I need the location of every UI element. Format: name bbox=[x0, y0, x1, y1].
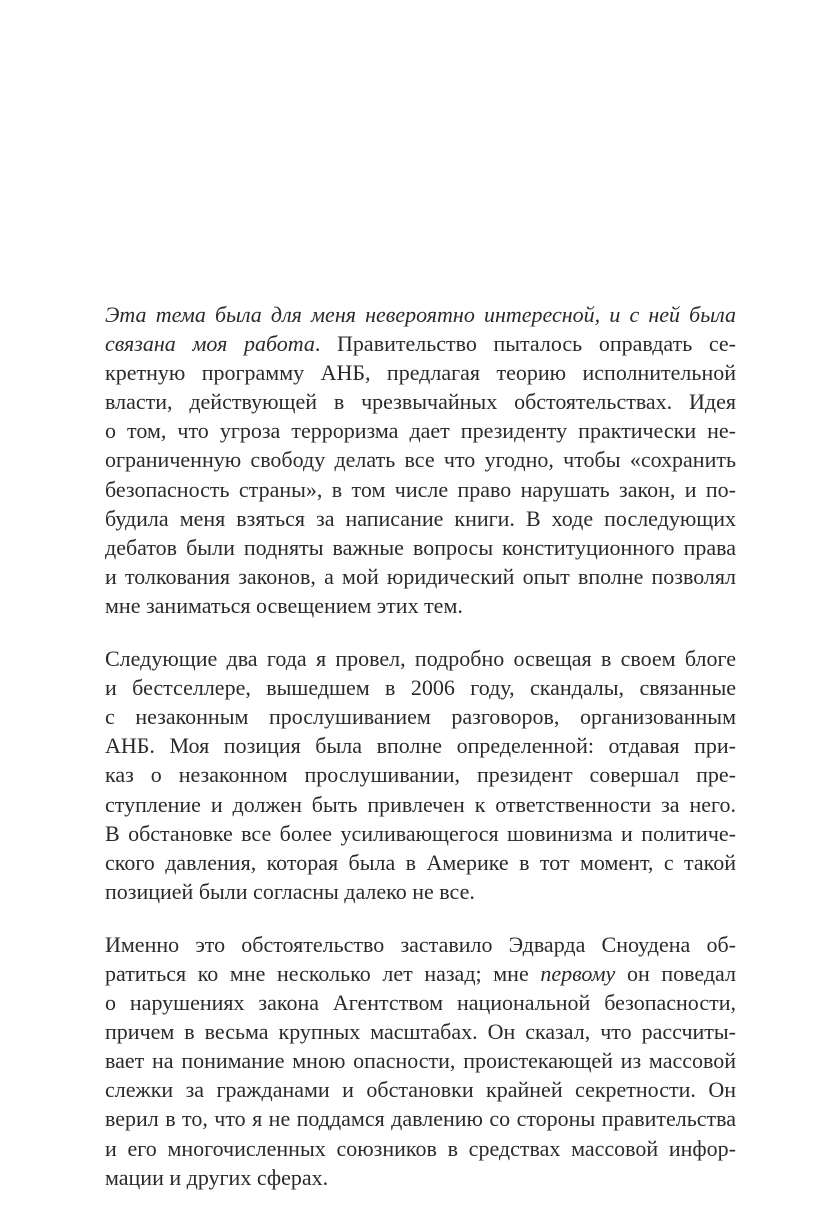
paragraph bbox=[105, 930, 736, 1192]
text-segment: слежки за гражданами и обстановки крайней секретности. Он bbox=[105, 1077, 736, 1103]
text-line bbox=[105, 1163, 736, 1192]
text-segment: он поведал bbox=[615, 960, 736, 986]
text-line bbox=[105, 644, 736, 673]
text-segment: Следующие два года я провел, подробно освещая в своем блоге bbox=[105, 646, 736, 672]
italic-text: Эта тема была для меня невероятно интересной, и с ней была bbox=[105, 302, 736, 327]
text-segment: безопасность страны», в том числе право нарушать закон, и по- bbox=[105, 476, 736, 502]
text-line bbox=[105, 790, 736, 819]
text-line bbox=[105, 591, 736, 620]
text-line bbox=[105, 988, 736, 1017]
text-segment: верил в то, что я не поддамся давлению со стороны правительства bbox=[105, 1106, 736, 1132]
text-segment: ограниченную свободу делать все что угодно, чтобы «сохранить bbox=[105, 447, 736, 473]
text-line bbox=[105, 1104, 736, 1133]
text-line bbox=[105, 533, 736, 562]
text-segment: ратиться ко мне несколько лет назад; мне bbox=[105, 960, 541, 986]
text-line bbox=[105, 1046, 736, 1075]
text-segment: и его многочисленных союзников в средствах массовой инфор- bbox=[105, 1135, 736, 1161]
text-segment: позицией были согласны далеко не все. bbox=[105, 878, 475, 904]
text-line bbox=[105, 562, 736, 591]
text-line bbox=[105, 445, 736, 474]
text-line bbox=[105, 877, 736, 906]
text-segment: о нарушениях закона Агентством национальной безопасности, bbox=[105, 990, 736, 1016]
text-line bbox=[105, 760, 736, 789]
text-line bbox=[105, 848, 736, 877]
text-line bbox=[105, 731, 736, 760]
text-line bbox=[105, 673, 736, 702]
text-line bbox=[105, 1134, 736, 1163]
page-body bbox=[105, 300, 736, 1216]
italic-text: связана моя работа bbox=[105, 331, 315, 357]
text-line bbox=[105, 300, 736, 329]
text-line bbox=[105, 819, 736, 848]
text-line bbox=[105, 387, 736, 416]
text-segment: мне заниматься освещением этих тем. bbox=[105, 592, 463, 618]
text-segment: ского давления, которая была в Америке в тот момент, с такой bbox=[105, 849, 736, 875]
text-line bbox=[105, 930, 736, 959]
text-line bbox=[105, 475, 736, 504]
text-segment: Именно это обстоятельство заставило Эдварда Сноудена об- bbox=[105, 931, 736, 957]
text-segment: о том, что угроза терроризма дает президенту практически не- bbox=[105, 418, 736, 444]
text-segment: В обстановке все более усиливающегося шовинизма и политиче- bbox=[105, 820, 736, 846]
text-segment: дебатов были подняты важные вопросы конституционного права bbox=[105, 534, 736, 560]
text-segment: каз о незаконном прослушивании, президент совершал пре- bbox=[105, 762, 736, 788]
text-segment: ступление и должен быть привлечен к ответственности за него. bbox=[105, 791, 736, 817]
text-line bbox=[105, 959, 736, 988]
text-segment: будила меня взяться за написание книги. В ходе последующих bbox=[105, 505, 736, 531]
text-segment: мации и других сферах. bbox=[105, 1164, 329, 1190]
text-line bbox=[105, 1075, 736, 1104]
text-line bbox=[105, 702, 736, 731]
text-segment: . Правительство пыталось оправдать се- bbox=[314, 331, 737, 357]
text-segment: причем в весьма крупных масштабах. Он сказал, что рассчиты- bbox=[105, 1019, 736, 1045]
text-segment: АНБ. Моя позиция была вполне определенной: отдавая при- bbox=[105, 733, 736, 759]
paragraph bbox=[105, 300, 736, 620]
text-segment: и толкования законов, а мой юридический опыт вполне позволял bbox=[105, 563, 736, 589]
italic-text: первому bbox=[540, 960, 616, 986]
text-segment: с незаконным прослушиванием разговоров, организованным bbox=[105, 704, 736, 730]
text-segment: и бестселлере, вышедшем в 2006 году, скандалы, связанные bbox=[105, 675, 736, 701]
text-line bbox=[105, 416, 736, 445]
text-segment: кретную программу АНБ, предлагая теорию исполнительной bbox=[105, 360, 736, 386]
paragraph bbox=[105, 644, 736, 906]
text-line bbox=[105, 504, 736, 533]
text-line bbox=[105, 358, 736, 387]
text-line bbox=[105, 1017, 736, 1046]
text-segment: власти, действующей в чрезвычайных обстоятельствах. Идея bbox=[105, 389, 736, 415]
text-line bbox=[105, 329, 736, 358]
text-segment: вает на понимание мною опасности, проистекающей из массовой bbox=[105, 1048, 736, 1074]
